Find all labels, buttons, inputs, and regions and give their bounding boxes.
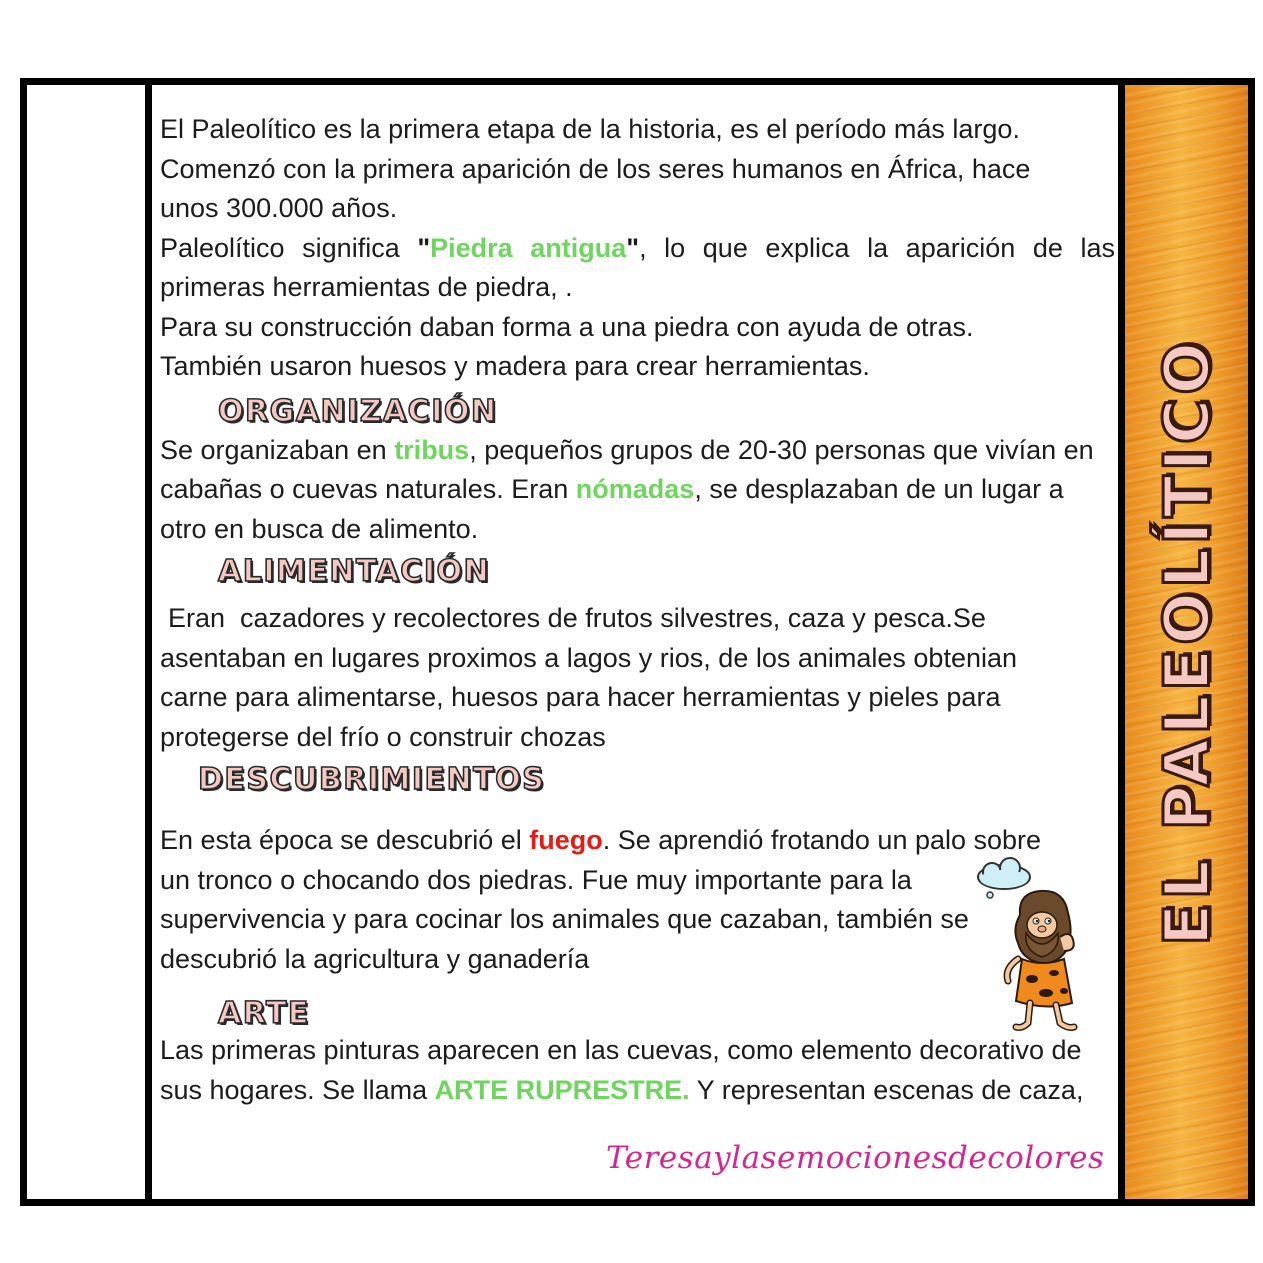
- thought-cloud-icon: [978, 858, 1030, 898]
- highlight-tribus: tribus: [394, 434, 470, 465]
- highlight-nomadas: nómadas: [575, 474, 695, 504]
- intro-paragraph-4: También usaron huesos y madera para crear herramientas.: [160, 351, 870, 381]
- descubrimientos-line-3: supervivencia y para cocinar los animales que cazaban, también se: [160, 904, 969, 934]
- organizacion-text-3: , se desplazaban de un lugar a otro en busca de alimento.: [160, 474, 1064, 544]
- page-title: EL PALEOLÍTICO: [1150, 338, 1223, 946]
- organizacion-paragraph: [160, 431, 1115, 550]
- highlight-piedra-antigua: Piedra antigua: [430, 232, 627, 263]
- highlight-fuego: fuego: [529, 825, 603, 855]
- intro-paragraph-3: Para su construcción daban forma a una piedra con ayuda de otras.: [160, 311, 974, 342]
- author-signature: Teresaylasemocionesdecolores: [606, 1140, 1105, 1176]
- organizacion-text-1: Se organizaban en: [160, 434, 395, 465]
- intro-paragraph-2: [160, 229, 1115, 308]
- arte-text-2: Y representan escenas de caza,: [689, 1074, 1084, 1105]
- heading-organizacion: ORGANIZACIÓN: [218, 393, 498, 429]
- intro-text-before: Paleolítico significa: [160, 232, 418, 263]
- quote-open: ": [417, 232, 431, 263]
- arte-text-1: Las primeras pinturas aparecen en las cuevas, como elemento decorativo de sus hogares. Se llama: [160, 1035, 1082, 1105]
- intro-text-after: , lo que explica la aparición de las primeras herramientas de piedra, .: [160, 232, 1115, 302]
- alimentacion-paragraph: Eran cazadores y recolectores de frutos silvestres, caza y pesca.Se asentaban en lugares proximos a lagos y rios, de los animales obtenian carne para alimentarse, huesos para hacer herramientas y pieles para protegerse del frío o construir chozas: [160, 603, 1025, 752]
- highlight-arte-rupestre: ARTE RUPRESTRE.: [434, 1074, 690, 1105]
- descubrimientos-text-1: En esta época se descubrió el: [160, 825, 530, 855]
- descubrimientos-line-2: un tronco o chocando dos piedras. Fue muy importante para la: [160, 864, 912, 895]
- document-frame: [20, 78, 1255, 1206]
- caveman-illustration: [960, 855, 1110, 1035]
- heading-alimentacion: ALIMENTACIÓN: [218, 554, 491, 589]
- quote-close: ": [626, 232, 640, 263]
- organizacion-text-2: , pequeños grupos de 20-30 personas que vivían en cabañas o cuevas naturales. Eran: [160, 434, 1094, 504]
- arte-paragraph: [160, 1031, 1105, 1110]
- title-sidebar: [1125, 85, 1248, 1199]
- descubrimientos-line-4: descubrió la agricultura y ganadería: [160, 943, 590, 974]
- column-divider: [1118, 85, 1125, 1199]
- heading-descubrimientos: DESCUBRIMIENTOS: [198, 762, 546, 797]
- intro-paragraph-1: El Paleolítico es la primera etapa de la historia, es el período más largo. Comenzó con la primera aparición de los seres humanos en África, hace unos 300.000 años.: [160, 114, 1031, 223]
- left-margin-column: [27, 85, 152, 1199]
- heading-arte: ARTE: [218, 996, 310, 1031]
- descubrimientos-text-2: . Se aprendió frotando un palo sobre: [602, 825, 1042, 855]
